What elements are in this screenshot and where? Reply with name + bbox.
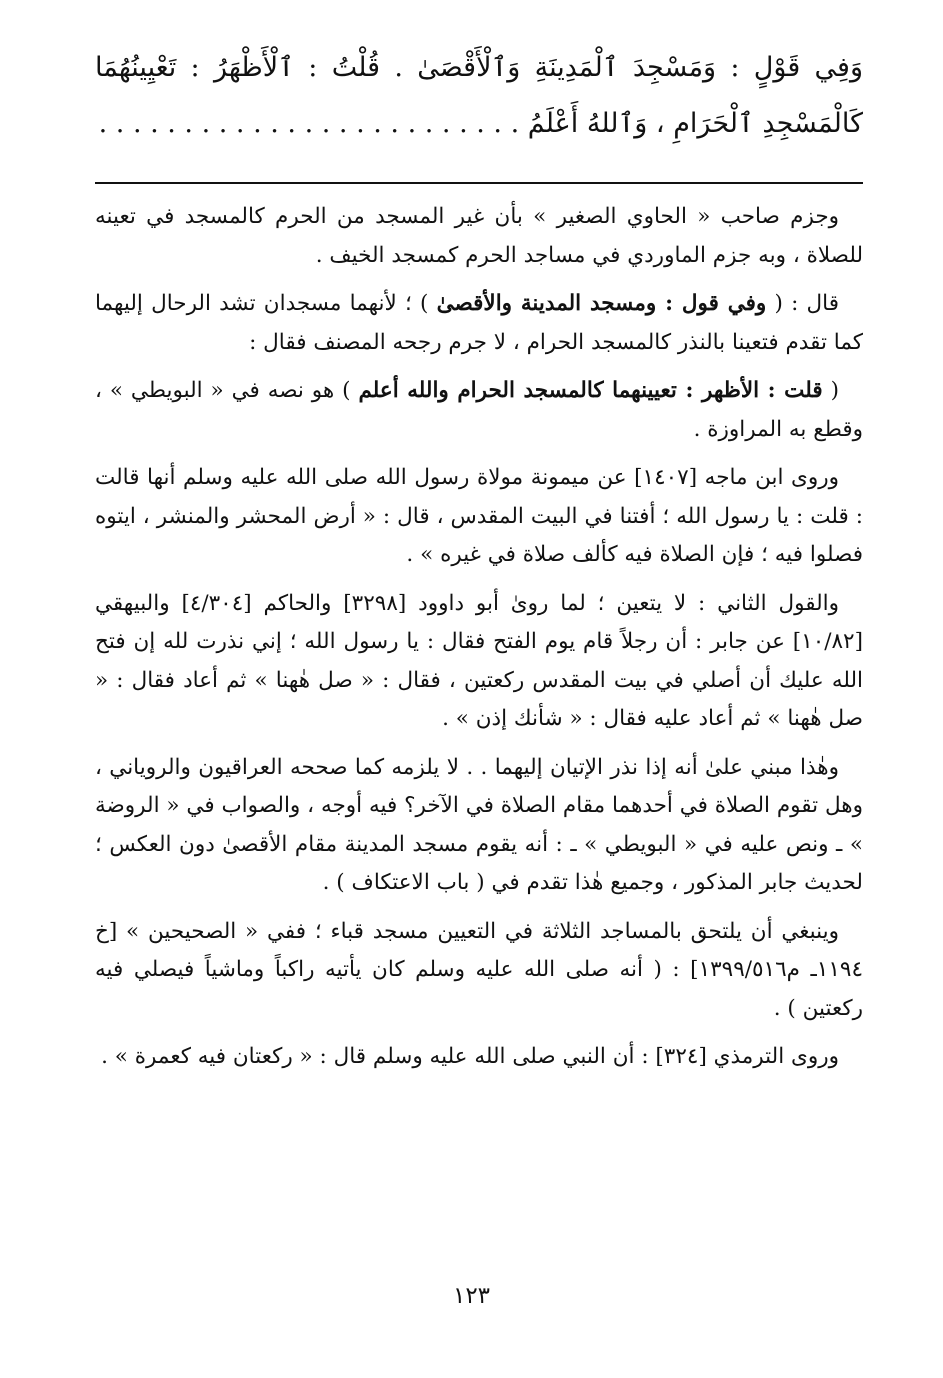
quote-rest: ) ؛ لأنهما مسجدان تشد الرحال إليهما كما تقدم فتعينا بالنذر كالمسجد الحرام ، لا جرم رجحه المصنف فقال : xyxy=(95,291,863,355)
quoted-matn: قلت : الأظهر : تعيينهما كالمسجد الحرام والله أعلم xyxy=(358,378,823,403)
quote-open: ( xyxy=(822,378,839,403)
quoted-matn: وفي قول : ومسجد المدينة والأقصىٰ xyxy=(436,291,767,316)
commentary-paragraph-1: وجزم صاحب « الحاوي الصغير » بأن غير المسجد من الحرم كالمسجد في تعينه للصلاة ، وبه جزم الماوردي في مساجد الحرم كمسجد الخيف . xyxy=(95,204,863,268)
commentary-paragraph-8: وروى الترمذي [٣٢٤] : أن النبي صلى الله عليه وسلم قال : « ركعتان فيه كعمرة » . xyxy=(101,1044,839,1069)
commentary-paragraph-3 xyxy=(95,372,863,449)
separator-line xyxy=(95,182,863,184)
quote-open: قال : ( xyxy=(766,291,839,316)
commentary-paragraph-5: والقول الثاني : لا يتعين ؛ لما روىٰ أبو داوود [٣٢٩٨] والحاكم [٤/٣٠٤] والبيهقي [١٠/٨٢] عن جابر : أن رجلاً قام يوم الفتح فقال : يا رسول الله ؛ إني نذرت لله إن فتح الله عليك أن أصلي في بيت المقدس ركعتين ، فقال : « صل هٰهنا » ثم أعاد فقال : « صل هٰهنا » ثم أعاد عليه فقال : « شأنك إذن » . xyxy=(95,590,863,731)
commentary-paragraph-2 xyxy=(95,285,863,362)
quote-rest: ) هو نصه في « البويطي » ، وقطع به المراوزة . xyxy=(95,378,863,442)
page-number: ١٢٣ xyxy=(452,1283,491,1309)
commentary xyxy=(95,198,863,1087)
commentary-paragraph-7: وينبغي أن يلتحق بالمساجد الثلاثة في التعيين مسجد قباء ؛ ففي « الصحيحين » [خ ١١٩٤ـ م١٣٩٩/٥١٦] : ( أنه صلى الله عليه وسلم كان يأتيه راكباً وماشياً فيصلي فيه ركعتين ) . xyxy=(95,918,863,1021)
commentary-paragraph-6: وهٰذا مبني علىٰ أنه إذا نذر الإتيان إليهما . . لا يلزمه كما صححه العراقيون والروياني ، وهل تقوم الصلاة في أحدهما مقام الصلاة في الآخر؟ فيه أوجه ، والصواب في « الروضة » ـ ونص عليه في « البويطي » ـ : أنه يقوم مسجد المدينة مقام الأقصىٰ دون العكس ؛ لحديث جابر المذكور ، وجميع هٰذا تقدم في ( باب الاعتكاف ) . xyxy=(95,754,863,895)
commentary-paragraph-4: وروى ابن ماجه [١٤٠٧] عن ميمونة مولاة رسول الله صلى الله عليه وسلم أنها قالت : قلت : يا رسول الله ؛ أفتنا في البيت المقدس ، قال : « أرض المحشر والمنشر ، ايتوه فصلوا فيه ؛ فإن الصلاة فيه كألف صلاة في غيره » . xyxy=(95,465,863,567)
matn-text: وَفِي قَوْلٍ : وَمَسْجِدَ ٱلْمَدِينَةِ وَٱلْأَقْصَىٰ . قُلْتُ : ٱلْأَظْهَرُ : تَعْيِينُهُمَا كَالْمَسْجِدِ ٱلْحَرَامِ ، وَٱللهُ أَعْلَمُ . . . . . . . . . . . . . . . . . . . . . . . . . xyxy=(95,52,863,139)
